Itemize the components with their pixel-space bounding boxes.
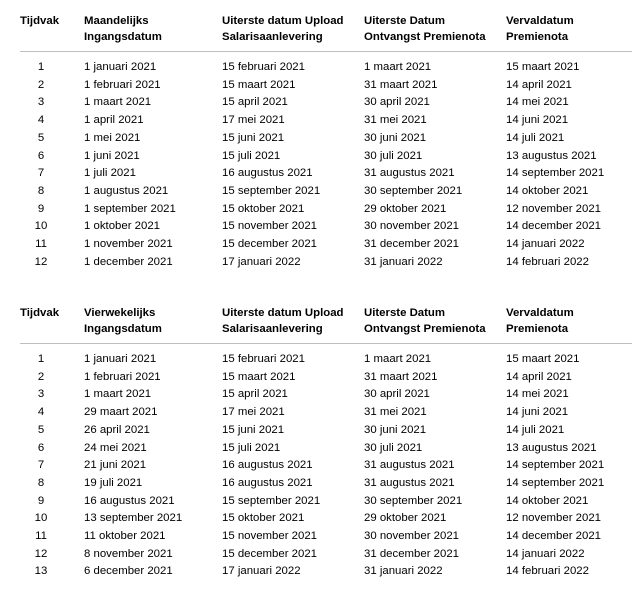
cell-vervaldatum: 14 juli 2021 [506,423,565,436]
cell-upload-deadline: 15 december 2021 [222,238,317,251]
table-row [20,369,632,387]
cell-tijdvak: 5 [37,131,45,144]
table-row [20,440,632,458]
cell-tijdvak: 2 [37,78,45,91]
cell-premienota-receipt-deadline: 31 mei 2021 [364,114,427,127]
cell-upload-deadline: 16 augustus 2021 [222,476,313,489]
cell-tijdvak: 6 [37,149,45,162]
cell-upload-deadline: 15 juni 2021 [222,131,285,144]
cell-tijdvak: 1 [37,353,45,365]
cell-vervaldatum: 14 januari 2022 [506,547,585,560]
cell-ingangsdatum: 1 juli 2021 [84,167,136,180]
cell-tijdvak: 13 [34,565,48,578]
cell-ingangsdatum: 1 november 2021 [84,238,173,251]
cell-tijdvak: 5 [37,423,45,436]
cell-ingangsdatum: 1 september 2021 [84,202,176,215]
table-row [20,528,632,546]
cell-tijdvak: 9 [37,202,45,215]
cell-tijdvak: 8 [37,184,45,197]
cell-vervaldatum: 12 november 2021 [506,202,601,215]
cell-ingangsdatum: 1 mei 2021 [84,131,141,144]
cell-tijdvak: 6 [37,441,45,454]
cell-upload-deadline: 17 januari 2022 [222,255,301,268]
cell-ingangsdatum: 11 oktober 2021 [84,530,166,543]
cell-upload-deadline: 15 februari 2021 [222,61,305,73]
cell-upload-deadline: 15 juli 2021 [222,149,281,162]
table-row [20,52,632,77]
cell-tijdvak: 4 [37,114,45,127]
cell-ingangsdatum: 1 december 2021 [84,255,173,268]
cell-ingangsdatum: 1 augustus 2021 [84,184,169,197]
cell-vervaldatum: 14 februari 2022 [506,565,589,578]
cell-upload-deadline: 15 september 2021 [222,184,321,197]
cell-upload-deadline: 17 mei 2021 [222,406,285,419]
header-premienota-receipt-deadline: Uiterste Datum Ontvangst Premienota [362,13,504,52]
cell-upload-deadline: 15 juni 2021 [222,423,285,436]
cell-ingangsdatum: 21 juni 2021 [84,459,147,472]
monthly-schedule-table [20,13,632,271]
cell-upload-deadline: 15 februari 2021 [222,353,305,365]
cell-ingangsdatum: 1 april 2021 [84,114,144,127]
table-row [20,563,632,581]
cell-tijdvak: 12 [34,547,48,560]
header-ingangsdatum: Maandelijks Ingangsdatum [82,13,220,52]
cell-ingangsdatum: 1 januari 2021 [84,61,157,73]
cell-upload-deadline: 16 augustus 2021 [222,167,313,180]
four-weekly-schedule-table [20,305,632,581]
header-premienota-receipt-deadline: Uiterste Datum Ontvangst Premienota [362,305,504,344]
table-row [20,165,632,183]
cell-vervaldatum: 13 augustus 2021 [506,441,597,454]
cell-tijdvak: 9 [37,494,45,507]
cell-premienota-receipt-deadline: 1 maart 2021 [364,353,432,365]
table-row [20,475,632,493]
cell-premienota-receipt-deadline: 31 januari 2022 [364,565,443,578]
cell-premienota-receipt-deadline: 30 april 2021 [364,388,430,401]
table-row [20,201,632,219]
cell-upload-deadline: 15 november 2021 [222,220,317,233]
cell-ingangsdatum: 1 maart 2021 [84,96,152,109]
cell-ingangsdatum: 1 januari 2021 [84,353,157,365]
cell-ingangsdatum: 1 oktober 2021 [84,220,160,233]
cell-premienota-receipt-deadline: 30 november 2021 [364,530,459,543]
cell-vervaldatum: 14 januari 2022 [506,238,585,251]
cell-ingangsdatum: 1 februari 2021 [84,78,161,91]
table-row [20,148,632,166]
cell-vervaldatum: 14 september 2021 [506,476,605,489]
header-vervaldatum: Vervaldatum Premienota [504,13,632,52]
table-body [20,344,632,582]
table-row [20,493,632,511]
cell-vervaldatum: 14 april 2021 [506,370,572,383]
cell-vervaldatum: 14 oktober 2021 [506,184,589,197]
cell-vervaldatum: 14 december 2021 [506,220,601,233]
table-header-row [20,305,632,344]
table-row [20,236,632,254]
cell-tijdvak: 8 [37,476,45,489]
cell-upload-deadline: 15 april 2021 [222,96,288,109]
cell-vervaldatum: 14 september 2021 [506,459,605,472]
cell-premienota-receipt-deadline: 29 oktober 2021 [364,202,447,215]
cell-premienota-receipt-deadline: 31 augustus 2021 [364,167,455,180]
cell-premienota-receipt-deadline: 31 maart 2021 [364,370,438,383]
table-row [20,94,632,112]
cell-upload-deadline: 15 maart 2021 [222,370,296,383]
header-tijdvak: Tijdvak [20,305,82,344]
cell-tijdvak: 1 [37,61,45,73]
table-row [20,130,632,148]
cell-tijdvak: 2 [37,370,45,383]
cell-premienota-receipt-deadline: 30 juni 2021 [364,423,427,436]
cell-upload-deadline: 15 oktober 2021 [222,512,305,525]
cell-vervaldatum: 14 oktober 2021 [506,494,589,507]
header-upload-deadline: Uiterste datum Upload Salarisaanlevering [220,305,362,344]
cell-premienota-receipt-deadline: 1 maart 2021 [364,61,432,73]
cell-ingangsdatum: 1 juni 2021 [84,149,140,162]
cell-vervaldatum: 14 september 2021 [506,167,605,180]
cell-tijdvak: 10 [34,220,48,233]
cell-vervaldatum: 14 juni 2021 [506,406,569,419]
cell-ingangsdatum: 6 december 2021 [84,565,173,578]
cell-premienota-receipt-deadline: 30 juli 2021 [364,149,423,162]
cell-premienota-receipt-deadline: 31 december 2021 [364,547,459,560]
cell-premienota-receipt-deadline: 30 september 2021 [364,184,463,197]
cell-upload-deadline: 17 januari 2022 [222,565,301,578]
cell-ingangsdatum: 1 maart 2021 [84,388,152,401]
cell-upload-deadline: 15 april 2021 [222,388,288,401]
cell-upload-deadline: 15 juli 2021 [222,441,281,454]
cell-tijdvak: 3 [37,388,45,401]
cell-ingangsdatum: 1 februari 2021 [84,370,161,383]
cell-premienota-receipt-deadline: 29 oktober 2021 [364,512,447,525]
table-row [20,404,632,422]
cell-vervaldatum: 15 maart 2021 [506,353,580,365]
cell-ingangsdatum: 19 juli 2021 [84,476,143,489]
cell-premienota-receipt-deadline: 31 december 2021 [364,238,459,251]
cell-upload-deadline: 15 november 2021 [222,530,317,543]
header-upload-deadline: Uiterste datum Upload Salarisaanlevering [220,13,362,52]
cell-ingangsdatum: 13 september 2021 [84,512,183,525]
cell-vervaldatum: 14 december 2021 [506,530,601,543]
cell-premienota-receipt-deadline: 30 april 2021 [364,96,430,109]
table-row [20,546,632,564]
table-row [20,254,632,272]
cell-vervaldatum: 12 november 2021 [506,512,601,525]
cell-premienota-receipt-deadline: 31 augustus 2021 [364,459,455,472]
cell-vervaldatum: 14 juni 2021 [506,114,569,127]
cell-upload-deadline: 15 september 2021 [222,494,321,507]
cell-upload-deadline: 15 december 2021 [222,547,317,560]
cell-premienota-receipt-deadline: 30 juli 2021 [364,441,423,454]
cell-premienota-receipt-deadline: 30 september 2021 [364,494,463,507]
cell-upload-deadline: 16 augustus 2021 [222,459,313,472]
cell-tijdvak: 7 [37,167,45,180]
cell-premienota-receipt-deadline: 30 november 2021 [364,220,459,233]
cell-premienota-receipt-deadline: 31 maart 2021 [364,78,438,91]
cell-tijdvak: 4 [37,406,45,419]
table-body [20,52,632,272]
header-vervaldatum: Vervaldatum Premienota [504,305,632,344]
cell-ingangsdatum: 8 november 2021 [84,547,173,560]
cell-tijdvak: 11 [35,238,47,251]
table-row [20,77,632,95]
table-row [20,183,632,201]
cell-vervaldatum: 14 juli 2021 [506,131,565,144]
table-row [20,457,632,475]
cell-ingangsdatum: 16 augustus 2021 [84,494,175,507]
cell-vervaldatum: 14 mei 2021 [506,388,569,401]
cell-vervaldatum: 14 april 2021 [506,78,572,91]
cell-tijdvak: 7 [37,459,45,472]
table-row [20,422,632,440]
cell-vervaldatum: 14 mei 2021 [506,96,569,109]
table-row [20,112,632,130]
cell-ingangsdatum: 26 april 2021 [84,423,150,436]
table-row [20,510,632,528]
cell-ingangsdatum: 29 maart 2021 [84,406,158,419]
cell-vervaldatum: 14 februari 2022 [506,255,589,268]
cell-tijdvak: 12 [34,255,48,268]
cell-tijdvak: 11 [35,530,47,543]
header-ingangsdatum: Vierwekelijks Ingangsdatum [82,305,220,344]
cell-premienota-receipt-deadline: 31 januari 2022 [364,255,443,268]
table-row [20,386,632,404]
table-row [20,344,632,369]
cell-tijdvak: 10 [34,512,48,525]
cell-upload-deadline: 17 mei 2021 [222,114,285,127]
header-tijdvak: Tijdvak [20,13,82,52]
table-header-row [20,13,632,52]
cell-upload-deadline: 15 oktober 2021 [222,202,305,215]
cell-premienota-receipt-deadline: 31 augustus 2021 [364,476,455,489]
cell-premienota-receipt-deadline: 31 mei 2021 [364,406,427,419]
cell-upload-deadline: 15 maart 2021 [222,78,296,91]
cell-premienota-receipt-deadline: 30 juni 2021 [364,131,427,144]
cell-tijdvak: 3 [37,96,45,109]
cell-ingangsdatum: 24 mei 2021 [84,441,147,454]
cell-vervaldatum: 13 augustus 2021 [506,149,597,162]
cell-vervaldatum: 15 maart 2021 [506,61,580,73]
table-row [20,218,632,236]
